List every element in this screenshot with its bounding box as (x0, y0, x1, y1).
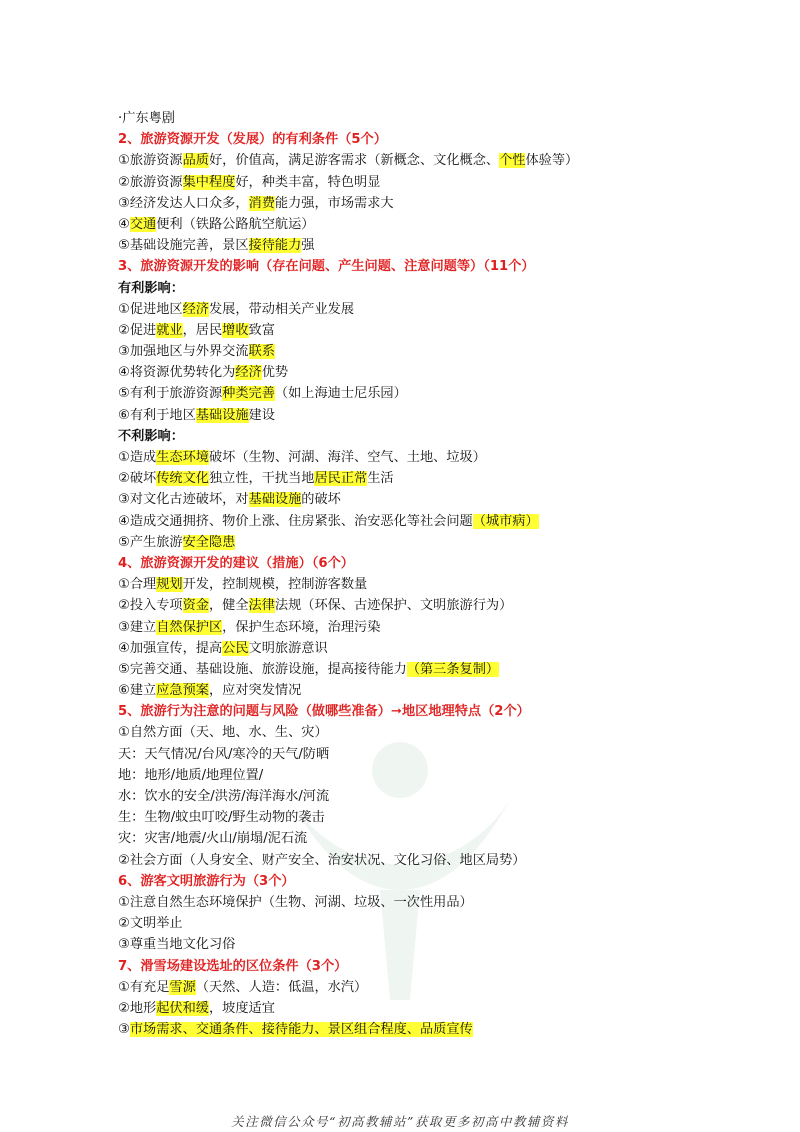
line-text: 生：生物/蚊虫叮咬/野生动物的袭击 (118, 810, 325, 826)
line-text: ⑤有利于旅游资源 (118, 386, 223, 402)
line-text: 有利影响： (118, 280, 184, 296)
line-text: ③建立 (118, 619, 157, 635)
line-text: ④造成交通拥挤、物价上涨、住房紧张、治安恶化等社会问题 (118, 513, 473, 529)
section-heading (118, 871, 758, 892)
text-line (118, 680, 758, 701)
line-text: 优势 (261, 365, 289, 381)
highlighted-text: 经济 (182, 301, 209, 317)
text-line (118, 617, 758, 638)
line-text: ②文明举止 (118, 916, 183, 932)
line-text: 文明旅游意识 (248, 640, 328, 656)
highlighted-text: 基础设施 (248, 492, 302, 508)
text-line (118, 362, 758, 383)
text-line (118, 1019, 758, 1040)
line-text: 开发，控制规模，控制游客数量 (182, 577, 368, 593)
highlighted-text: 增收 (222, 322, 249, 338)
line-text: 能力强，市场需求大 (274, 195, 394, 211)
line-text: ①合理 (118, 577, 157, 593)
section-heading (118, 129, 758, 150)
highlighted-text: 基础设施 (195, 407, 249, 423)
highlighted-text: 种类完善 (222, 386, 275, 402)
line-text: 建设 (248, 407, 275, 423)
subsection-label (118, 426, 758, 447)
highlighted-text: 资金 (182, 598, 209, 614)
text-line (118, 744, 758, 765)
line-text: 7、滑雪场建设选址的区位条件（3个） (118, 958, 348, 974)
line-text: 水：饮水的安全/洪涝/海洋海水/河流 (118, 789, 330, 804)
highlighted-text: 公民 (222, 640, 249, 656)
text-line (118, 722, 758, 743)
line-text: ③加强地区与外界交流 (118, 344, 249, 360)
text-line (118, 172, 758, 193)
line-text: 发展，带动相关产业发展 (208, 301, 355, 317)
line-text: ，健全 (208, 598, 249, 614)
text-line (118, 108, 758, 129)
document-body (118, 108, 758, 1040)
text-line (118, 320, 758, 341)
line-text: ③尊重当地文化习俗 (118, 937, 236, 953)
text-line (118, 574, 758, 595)
section-heading (118, 553, 758, 574)
highlighted-text: 雪源 (169, 979, 196, 995)
line-text: 好，价值高，满足游客需求（新概念、文化概念、 (208, 153, 500, 169)
line-text: ①注意自然生态环境保护（生物、河湖、垃圾、一次性用品） (118, 894, 473, 910)
text-line (118, 341, 758, 362)
section-heading (118, 956, 758, 977)
line-text: 不利影响： (118, 428, 184, 444)
line-text: ③ (118, 1022, 130, 1038)
text-line (118, 934, 758, 955)
text-line (118, 892, 758, 913)
text-line (118, 511, 758, 532)
section-heading (118, 701, 758, 722)
text-line (118, 828, 758, 849)
highlighted-text: 居民正常 (314, 471, 368, 487)
line-text: 体验等） (525, 153, 579, 169)
line-text: ③对文化古迹破坏，对 (118, 492, 249, 508)
highlighted-text: 市场需求、交通条件、接待能力、景区组合程度、品质宣传 (129, 1022, 473, 1038)
line-text: ①自然方面（天、地、水、生、灾） (118, 725, 328, 741)
line-text: ②促进 (118, 322, 157, 338)
line-text: 便利（铁路公路航空航运） (156, 216, 315, 232)
text-line (118, 850, 758, 871)
line-text: ②社会方面（人身安全、财产安全、治安状况、文化习俗、地区局势） (118, 852, 526, 868)
highlighted-text: 传统文化 (156, 471, 209, 487)
text-line (118, 913, 758, 934)
line-text: ②投入专项 (118, 598, 183, 614)
line-text: ·广东粤剧 (118, 111, 175, 126)
text-line (118, 447, 758, 468)
line-text: 天：天气情况/台风/寒冷的天气/防晒 (118, 746, 330, 762)
line-text: （天然、人造：低温，水汽） (195, 979, 368, 995)
line-text: ⑤产生旅游 (118, 534, 183, 550)
line-text: 5、旅游行为注意的问题与风险（做哪些准备）➞地区地理特点（2个） (118, 704, 530, 720)
line-text: ③经济发达人口众多， (118, 195, 249, 211)
line-text: ，保护生态环境，治理污染 (222, 619, 381, 635)
line-text: 好，种类丰富，特色明显 (235, 174, 381, 190)
highlighted-text: 起伏和缓 (156, 1000, 209, 1016)
text-line (118, 150, 758, 171)
text-line (118, 638, 758, 659)
text-line (118, 468, 758, 489)
line-text: 法规（环保、古迹保护、文明旅游行为） (274, 598, 513, 614)
line-text: ，应对突发情况 (208, 683, 302, 699)
highlighted-text: 自然保护区 (156, 619, 223, 635)
text-line (118, 193, 758, 214)
line-text: 的破坏 (301, 492, 341, 508)
subsection-label (118, 278, 758, 299)
line-text: ⑤完善交通、基础设施、旅游设施，提高接待能力 (118, 661, 407, 677)
text-line (118, 998, 758, 1019)
highlighted-text: 联系 (248, 344, 275, 360)
text-line (118, 299, 758, 320)
text-line (118, 786, 758, 807)
line-text: 2、旅游资源开发（发展）的有利条件（5个） (118, 132, 387, 148)
footer-note: 关注微信公众号“初高教辅站”获取更多初高中教辅资料 (231, 1114, 569, 1129)
text-line (118, 214, 758, 235)
line-text: ⑥有利于地区 (118, 407, 196, 423)
highlighted-text: 品质 (182, 153, 209, 169)
highlighted-text: 应急预案 (156, 683, 209, 699)
text-line (118, 235, 758, 256)
line-text: ④加强宣传，提高 (118, 640, 223, 656)
line-text: （如上海迪士尼乐园） (274, 386, 407, 402)
line-text: ⑤基础设施完善，景区 (118, 238, 249, 254)
highlighted-text: 个性 (499, 153, 526, 169)
line-text: ②地形 (118, 1000, 157, 1016)
line-text: 地：地形/地质/地理位置/ (118, 767, 264, 783)
line-text: ①造成 (118, 450, 157, 465)
highlighted-text: 规划 (156, 577, 183, 593)
highlighted-text: 集中程度 (182, 174, 236, 190)
line-text: 6、游客文明旅游行为（3个） (118, 873, 295, 889)
line-text: 强 (301, 238, 315, 254)
text-line (118, 807, 758, 828)
line-text: ①促进地区 (118, 301, 183, 317)
highlighted-text: 安全隐患 (182, 534, 236, 550)
line-text: 破坏（生物、河湖、海洋、空气、土地、垃圾） (208, 450, 486, 465)
line-text: ①有充足 (118, 979, 170, 995)
line-text: ④将资源优势转化为 (118, 365, 236, 381)
highlighted-text: （城市病） (472, 513, 539, 529)
highlighted-text: 生态环境 (156, 450, 209, 465)
line-text: ⑥建立 (118, 683, 157, 699)
text-line (118, 405, 758, 426)
text-line (118, 532, 758, 553)
line-text: 灾：灾害/地震/火山/崩塌/泥石流 (118, 831, 308, 847)
highlighted-text: 消费 (248, 195, 275, 211)
highlighted-text: 经济 (235, 365, 262, 381)
line-text: ②旅游资源 (118, 174, 183, 190)
highlighted-text: 法律 (248, 598, 275, 614)
highlighted-text: 就业 (156, 322, 183, 338)
line-text: 致富 (248, 322, 275, 338)
highlighted-text: （第三条复制） (406, 661, 500, 677)
text-line (118, 659, 758, 680)
text-line (118, 383, 758, 404)
line-text: ，坡度适宜 (208, 1000, 275, 1016)
highlighted-text: 接待能力 (248, 238, 302, 254)
line-text: ，居民 (182, 322, 223, 338)
text-line (118, 977, 758, 998)
section-heading (118, 256, 758, 277)
line-text: 4、旅游资源开发的建议（措施）（6个） (118, 555, 354, 571)
text-line (118, 489, 758, 510)
line-text: ①旅游资源 (118, 153, 183, 169)
highlighted-text: 交通 (129, 216, 157, 232)
line-text: 3、旅游资源开发的影响（存在问题、产生问题、注意问题等）（11个） (118, 259, 535, 275)
line-text: ②破坏 (118, 471, 157, 487)
line-text: ④ (118, 216, 130, 232)
line-text: 生活 (367, 471, 394, 487)
line-text: 独立性，干扰当地 (208, 471, 315, 487)
text-line (118, 765, 758, 786)
text-line (118, 595, 758, 616)
